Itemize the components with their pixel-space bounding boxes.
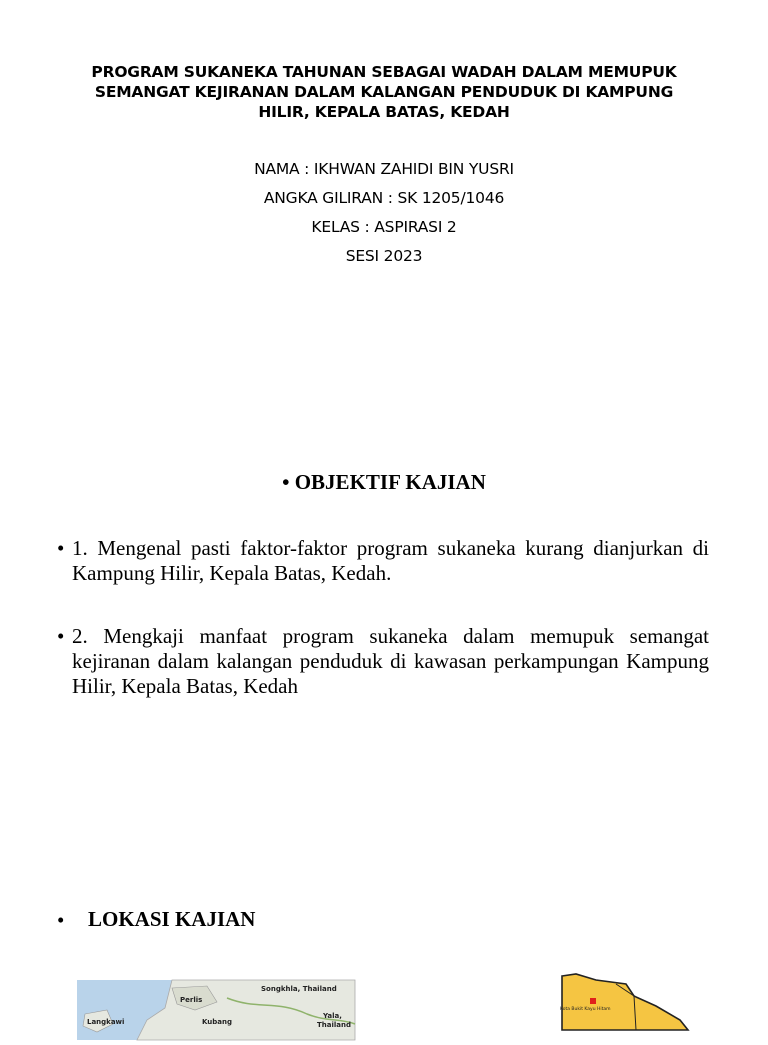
locality-map-graphic <box>556 970 696 1030</box>
objective-item-1: 1. Mengenal pasti faktor-faktor program sukaneka kurang dianjurkan di Kampung Hilir, Kepala Batas, Kedah. <box>72 536 709 585</box>
locality-map <box>556 970 696 1024</box>
map-region-shape <box>562 974 688 1030</box>
map-label-kubang: Kubang <box>202 1018 233 1026</box>
objective-heading-text: OBJEKTIF KAJIAN <box>294 470 486 494</box>
objective-heading-bullet: • <box>282 470 290 494</box>
objective-2-bullet: • <box>57 624 65 648</box>
objective-item-2: 2. Mengkaji manfaat program sukaneka dalam memupuk semangat kejiranan dalam kalangan penduduk di kawasan perkampungan Kampung Hilir, Kepala Batas, Kedah <box>72 624 709 698</box>
objective-heading <box>0 470 768 495</box>
map-label-kota: Kota Bukit Kayu Hitam <box>560 1007 611 1012</box>
map-label-thailand: Thailand <box>317 1021 351 1029</box>
student-class: KELAS : ASPIRASI 2 <box>311 218 457 236</box>
document-title: PROGRAM SUKANEKA TAHUNAN SEBAGAI WADAH DALAM MEMUPUK SEMANGAT KEJIRANAN DALAM KALANGAN PENDUDUK DI KAMPUNG HILIR, KEPALA BATAS, KEDAH <box>91 63 677 121</box>
map-label-perlis: Perlis <box>180 996 203 1004</box>
student-index-number: ANGKA GILIRAN : SK 1205/1046 <box>263 189 505 207</box>
map-label-langkawi: Langkawi <box>87 1018 125 1026</box>
region-map <box>77 980 355 1029</box>
location-bullet: • <box>57 908 65 932</box>
student-name: NAMA : IKHWAN ZAHIDI BIN YUSRI <box>254 160 514 178</box>
region-map-graphic <box>77 980 355 1040</box>
location-marker-icon <box>590 998 596 1004</box>
map-label-songkhla: Songkhla, Thailand <box>261 985 337 993</box>
map-label-yala: Yala, <box>323 1012 342 1020</box>
location-heading: LOKASI KAJIAN <box>88 907 256 931</box>
objective-1-bullet: • <box>57 536 65 560</box>
session-year: SESI 2023 <box>345 247 423 265</box>
